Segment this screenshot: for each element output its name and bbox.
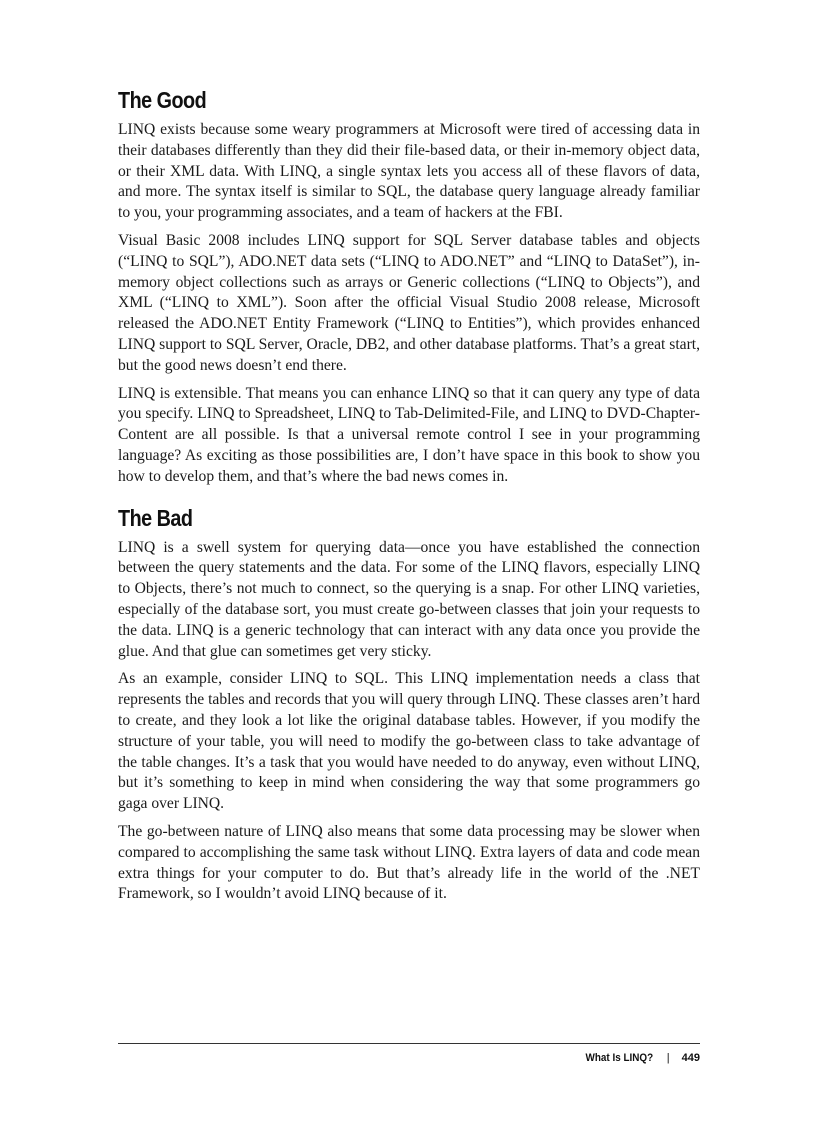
footer-separator: | — [666, 1052, 670, 1064]
page-number: 449 — [681, 1052, 700, 1064]
paragraph: As an example, consider LINQ to SQL. This LINQ implementation needs a class that represents the tables and records that you will query through LINQ. These classes aren’t hard to create, and they look a lot like the original database tables. However, if you modify the structure of your table, you will need to modify the go-between class to take advantage of the table changes. It’s a task that you would have needed to do anyway, even without LINQ, but it’s something to keep in mind when considering the way that some programmers go gaga over LINQ. — [118, 670, 700, 813]
section-the-bad — [118, 502, 700, 906]
section-the-good — [118, 84, 700, 488]
paragraph: LINQ is extensible. That means you can enhance LINQ so that it can query any type of data you specify. LINQ to Spreadsheet, LINQ to Tab-Delimited-File, and LINQ to DVD-Chapter-Content are all possible. Is that a universal remote control I see in your programming language? As exciting as those possibilities are, I don’t have space in this book to show you how to develop them, and that’s where the bad news comes in. — [118, 384, 700, 485]
section-heading: The Good — [118, 87, 207, 113]
paragraph: LINQ exists because some weary programmers at Microsoft were tired of accessing data in their databases differently than they did their file-based data, or their in-memory object data, or their XML data. With LINQ, a single syntax lets you access all of these flavors of data, and more. The syntax itself is similar to SQL, the database query language already familiar to you, your programming associates, and a team of hackers at the FBI. — [118, 121, 700, 222]
footer-divider — [118, 1043, 700, 1044]
running-chapter-title: What Is LINQ? — [585, 1052, 653, 1064]
paragraph: Visual Basic 2008 includes LINQ support for SQL Server database tables and objects (“LINQ to SQL”), ADO.NET data sets (“LINQ to ADO.NET” and “LINQ to DataSet”), in-memory object collections such as arrays or Generic collections (“LINQ to Objects”), and XML (“LINQ to XML”). Soon after the official Visual Studio 2008 release, Microsoft released the ADO.NET Entity Framework (“LINQ to Entities”), which provides enhanced LINQ support to SQL Server, Oracle, DB2, and other database platforms. That’s a great start, but the good news doesn’t end there. — [118, 231, 700, 374]
paragraph: LINQ is a swell system for querying data—once you have established the connection between the query statements and the data. For some of the LINQ flavors, especially LINQ to Objects, there’s not much to connect, so the querying is a snap. For other LINQ varieties, especially of the database sort, you must create go-between classes that join your requests to the data. LINQ is a generic technology that can interact with any data once you provide the glue. And that glue can sometimes get very sticky. — [118, 538, 700, 660]
page-footer — [578, 1049, 700, 1067]
paragraph: The go-between nature of LINQ also means that some data processing may be slower when compared to accomplishing the same task without LINQ. Extra layers of data and code mean extra things for your computer to do. But that’s already life in the world of the .NET Framework, so I wouldn’t avoid LINQ because of it. — [118, 822, 700, 903]
page-body — [118, 84, 700, 905]
section-heading: The Bad — [118, 504, 193, 531]
